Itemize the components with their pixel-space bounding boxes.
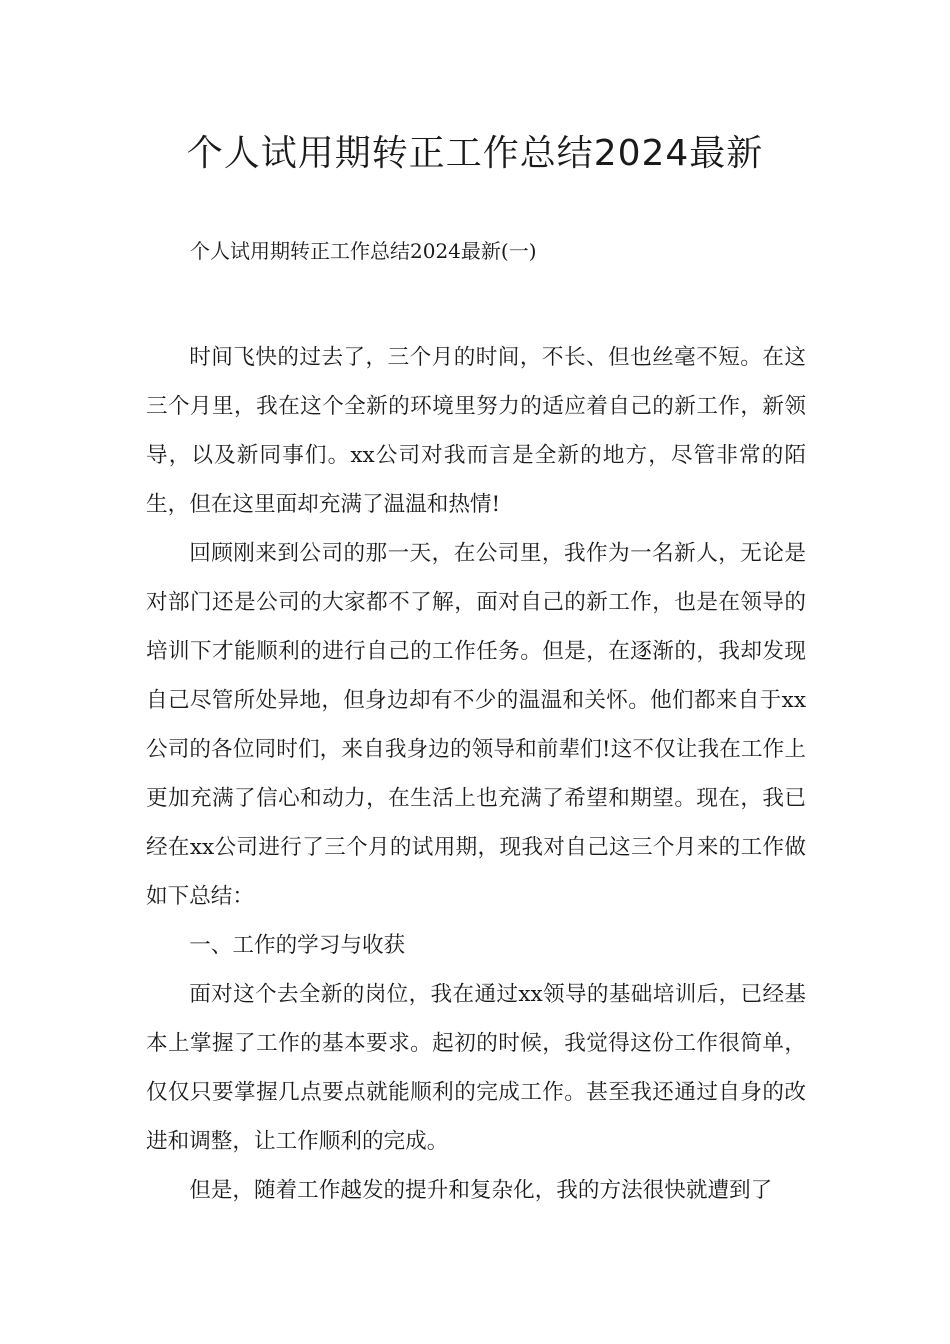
document-subtitle: 个人试用期转正工作总结2024最新(一) bbox=[190, 239, 537, 263]
section-heading: 一、工作的学习与收获 bbox=[189, 933, 406, 958]
document-body bbox=[146, 333, 806, 1215]
paragraph: 面对这个去全新的岗位，我在通过xx领导的基础培训后，已经基本上掌握了工作的基本要求。起初的时候，我觉得这份工作很简单，仅仅只要掌握几点要点就能顺利的完成工作。甚至我还通过自身的改进和调整，让工作顺利的完成。 bbox=[146, 982, 806, 1154]
paragraph: 但是，随着工作越发的提升和复杂化，我的方法很快就遭到了 bbox=[189, 1178, 773, 1203]
paragraph: 时间飞快的过去了，三个月的时间，不长、但也丝毫不短。在这三个月里，我在这个全新的环境里努力的适应着自己的新工作，新领导，以及新同事们。xx公司对我而言是全新的地方，尽管非常的陌生，但在这里面却充满了温温和热情! bbox=[146, 345, 806, 517]
document-title: 个人试用期转正工作总结2024最新 bbox=[186, 133, 764, 174]
paragraph: 回顾刚来到公司的那一天，在公司里，我作为一名新人，无论是对部门还是公司的大家都不了解，面对自己的新工作，也是在领导的培训下才能顺利的进行自己的工作任务。但是，在逐渐的，我却发现自己尽管所处异地，但身边却有不少的温温和关怀。他们都来自于xx公司的各位同时们，来自我身边的领导和前辈们!这不仅让我在工作上更加充满了信心和动力，在生活上也充满了希望和期望。现在，我已经在xx公司进行了三个月的试用期，现我对自己这三个月来的工作做如下总结： bbox=[146, 541, 806, 909]
